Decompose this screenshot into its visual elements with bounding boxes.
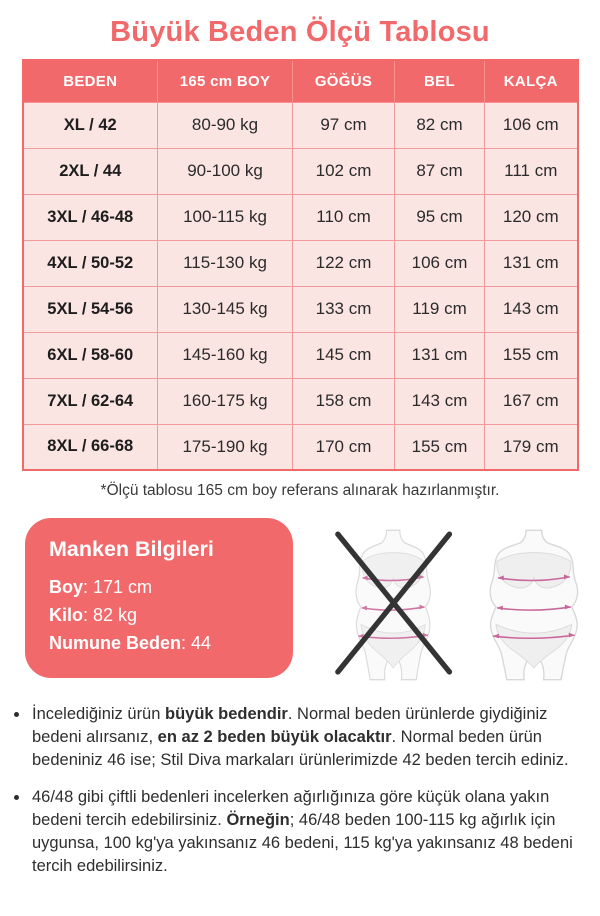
table-row [23,102,578,148]
column-header: BEDEN [23,60,158,102]
column-header: 165 cm BOY [158,60,293,102]
table-row [23,148,578,194]
table-row [23,286,578,332]
measurement-cell: 97 cm [293,102,395,148]
column-header: KALÇA [485,60,578,102]
measurement-cell: 87 cm [395,148,485,194]
measurement-cell: 80-90 kg [158,102,293,148]
table-row [23,194,578,240]
measurement-cell: 133 cm [293,286,395,332]
size-cell: XL / 42 [23,102,158,148]
measurement-cell: 179 cm [485,424,578,470]
measurement-cell: 170 cm [293,424,395,470]
measurement-cell: 119 cm [395,286,485,332]
measurement-cell: 160-175 kg [158,378,293,424]
measurement-cell: 95 cm [395,194,485,240]
measurement-cell: 155 cm [395,424,485,470]
measurement-cell: 143 cm [485,286,578,332]
measurement-cell: 122 cm [293,240,395,286]
model-info-line: Boy: 171 cm [49,577,153,597]
size-cell: 6XL / 58-60 [23,332,158,378]
body-figures [333,526,595,689]
table-row [23,424,578,470]
measurement-cell: 90-100 kg [158,148,293,194]
measurement-cell: 145-160 kg [158,332,293,378]
model-section [25,518,600,689]
model-info-fields [49,573,269,657]
column-header: GÖĞÜS [293,60,395,102]
note-item: • 46/48 gibi çiftli bedenleri incelerken ağırlığınıza göre küçük olana yakın bedeni tercih edebilirsiniz. Örneğin; 46/48 beden 100-115 kg ağırlık için uygunsa, 100 kg'ya yakınsanız 46 bedeni, 115 kg'ya yakınsanız 48 bedeni tercih edebilirsiniz. [30,786,586,878]
page-title: Büyük Beden Ölçü Tablosu [110,16,490,48]
measurement-cell: 131 cm [485,240,578,286]
model-info-card [25,518,293,678]
measurement-cell: 106 cm [395,240,485,286]
size-chart-page [0,16,600,878]
size-cell: 2XL / 44 [23,148,158,194]
measurement-cell: 111 cm [485,148,578,194]
model-info-title: Manken Bilgileri [49,537,214,561]
note-item: • İncelediğiniz ürün büyük bedendir. Normal beden ürünlerde giydiğiniz bedeni alırsanız, en az 2 beden büyük olacaktır. Normal beden ürün bedeniniz 46 ise; Stil Diva markaları ürünlerimizde 42 beden tercih ediniz. [30,703,586,772]
measurement-cell: 158 cm [293,378,395,424]
table-footnote: *Ölçü tablosu 165 cm boy referans alınarak hazırlanmıştır. [100,482,500,499]
measurement-cell: 155 cm [485,332,578,378]
table-row [23,378,578,424]
measurement-cell: 82 cm [395,102,485,148]
measurement-cell: 167 cm [485,378,578,424]
column-header: BEL [395,60,485,102]
measurement-cell: 143 cm [395,378,485,424]
measurement-cell: 120 cm [485,194,578,240]
measurement-cell: 130-145 kg [158,286,293,332]
size-cell: 3XL / 46-48 [23,194,158,240]
measurement-cell: 145 cm [293,332,395,378]
body-figures-illustration [333,526,595,684]
measurement-cell: 102 cm [293,148,395,194]
size-table-body [23,102,578,470]
notes-list [0,703,586,878]
measurement-cell: 110 cm [293,194,395,240]
size-cell: 8XL / 66-68 [23,424,158,470]
table-row [23,332,578,378]
measurement-cell: 100-115 kg [158,194,293,240]
plus-size-body-icon [490,530,577,679]
crossed-out-normal-body-icon [338,530,450,679]
measurement-cell: 106 cm [485,102,578,148]
table-row [23,240,578,286]
model-info-line: Numune Beden: 44 [49,633,212,653]
measurement-cell: 115-130 kg [158,240,293,286]
table-header-row [23,60,578,102]
size-cell: 7XL / 62-64 [23,378,158,424]
measurement-cell: 131 cm [395,332,485,378]
size-table [22,59,579,471]
size-cell: 5XL / 54-56 [23,286,158,332]
model-info-line: Kilo: 82 kg [49,605,138,625]
size-cell: 4XL / 50-52 [23,240,158,286]
measurement-cell: 175-190 kg [158,424,293,470]
